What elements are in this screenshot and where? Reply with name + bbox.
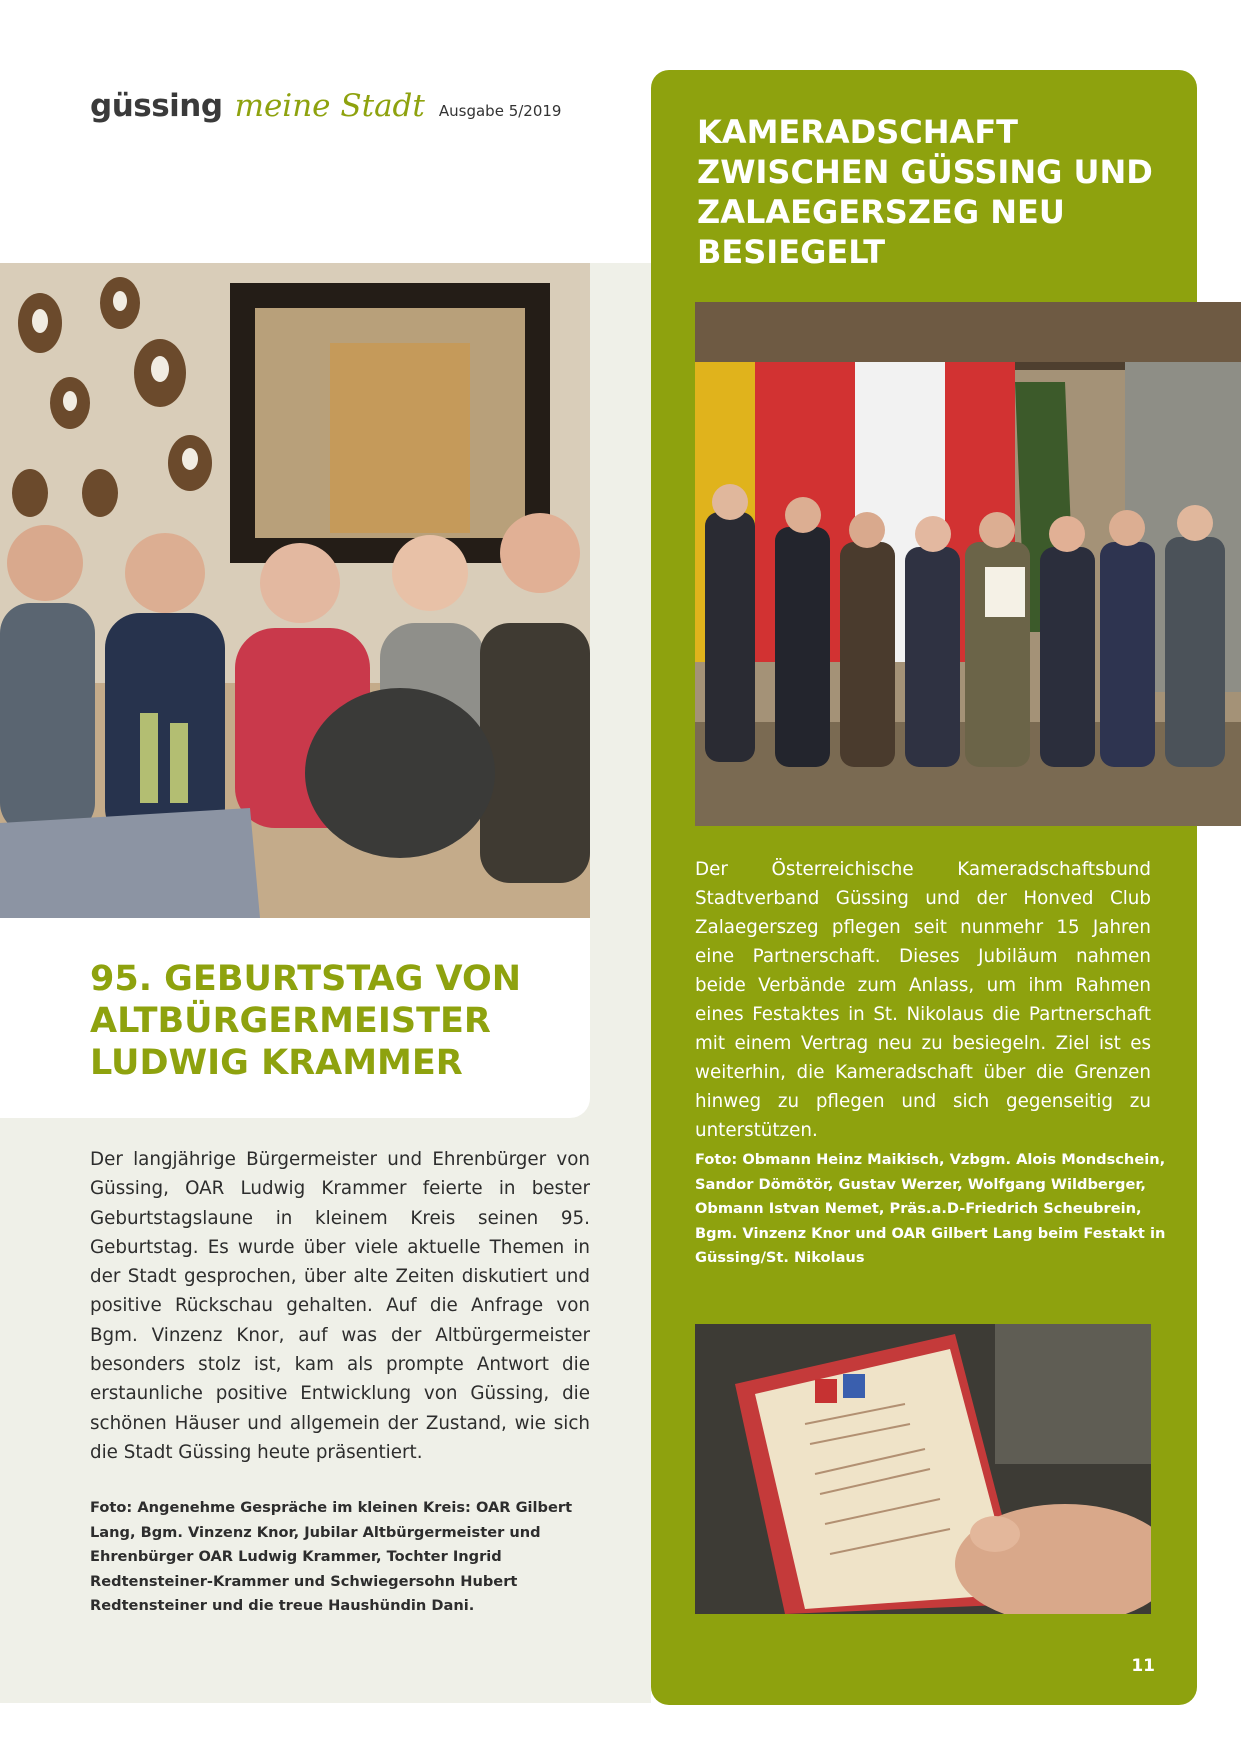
contract-photo bbox=[695, 1324, 1151, 1614]
photo-caption-kameradschaft: Foto: Obmann Heinz Maikisch, Vzbgm. Alois Mondschein, Sandor Dömötör, Gustav Werzer, Wolfgang Wildberger, Obmann Istvan Nemet, Präs.a.D-Friedrich Scheubrein, Bgm. Vinzenz Knor und OAR Gilbert Lang beim Festakt in Güssing/St. Nikolaus bbox=[695, 1151, 1166, 1266]
photo-caption-birthday: Foto: Angenehme Gespräche im kleinen Kreis: OAR Gilbert Lang, Bgm. Vinzenz Knor, Jubilar Altbürgermeister und Ehrenbürger OAR Ludwig Krammer, Tochter Ingrid Redtensteiner-Krammer und Schwiegersohn Hubert Redtensteiner und die treue Haushündin Dani. bbox=[90, 1499, 573, 1614]
brand-name: güssing bbox=[90, 88, 223, 124]
article-body-birthday: Der langjährige Bürgermeister und Ehrenbürger von Güssing, OAR Ludwig Krammer feierte in bester Geburtstagslaune in kleinem Kreis seinen 95. Geburtstag. Es wurde über viele aktuelle Themen in der Stadt gesprochen, über alte Zeiten diskutiert und positive Rückschau gehalten. Auf die Anfrage von Bgm. Vinzenz Knor, auf was der Altbürgermeister besonders stolz ist, kam als prompte Antwort die erstaunliche positive Entwicklung von Güssing, die schönen Häuser und allgemein der Zustand, wie sich die Stadt Güssing heute präsentiert. bbox=[90, 1149, 590, 1463]
group-photo bbox=[695, 302, 1241, 826]
article-body-kameradschaft: Der Österreichische Kameradschaftsbund Stadtverband Güssing und der Honved Club Zalaegerszeg pflegen seit nunmehr 15 Jahren eine Partnerschaft. Dieses Jubiläum nahmen beide Verbände zum Anlass, um ihm Rahmen eines Festaktes in St. Nikolaus die Partnerschaft mit einem Vertrag neu zu besiegeln. Ziel ist es weiterhin, die Kameradschaft über die Grenzen hinweg zu pflegen und sich gegenseitig zu unterstützen. bbox=[695, 859, 1151, 1141]
article-heading-birthday: 95. GEBURTSTAG VON ALTBÜRGERMEISTER LUDWIG KRAMMER bbox=[90, 959, 522, 1083]
page-number: 11 bbox=[1131, 1656, 1155, 1676]
brand-tagline: meine Stadt bbox=[234, 88, 425, 124]
masthead bbox=[90, 88, 561, 128]
birthday-photo bbox=[0, 263, 590, 918]
issue-number: Ausgabe 5/2019 bbox=[438, 102, 562, 120]
article-heading-kameradschaft: KAMERADSCHAFT ZWISCHEN GÜSSING UND ZALAEGERSZEG NEU BESIEGELT bbox=[697, 113, 1153, 271]
